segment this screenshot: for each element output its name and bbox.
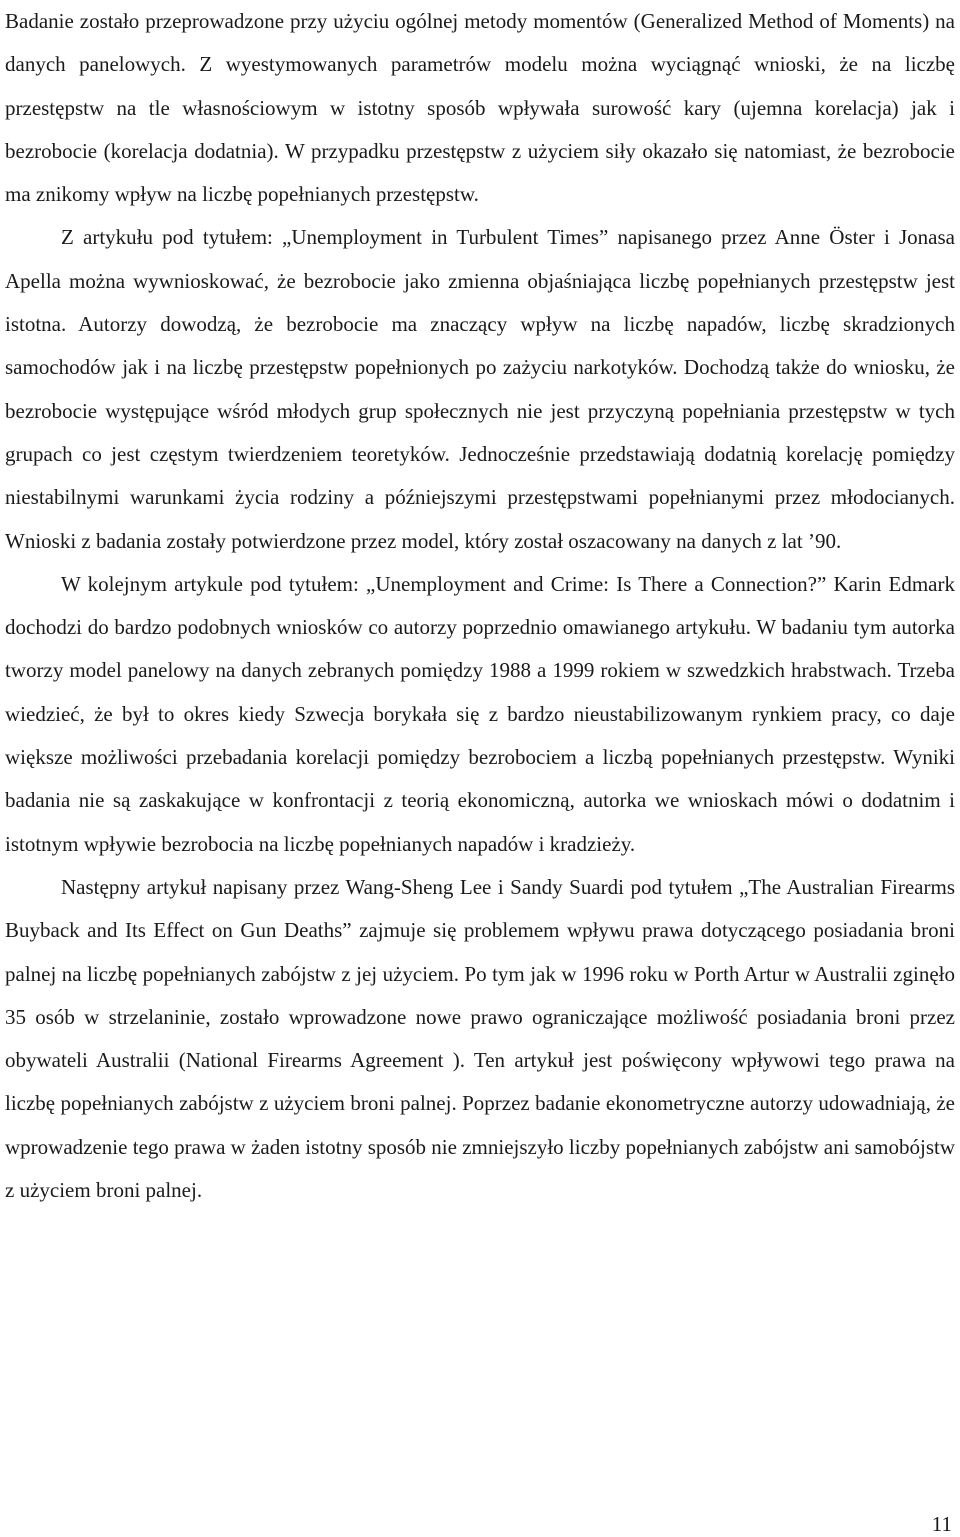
paragraph-unemployment-turbulent-times: Z artykułu pod tytułem: „Unemployment in Turbulent Times” napisanego przez Anne Öster i Jonasa Apella można wywnioskować, że bezrobocie jako zmienna objaśniająca liczbę popełnianych przestępstw jest istotna. Autorzy dowodzą, że bezrobocie ma znaczący wpływ na liczbę napadów, liczbę skradzionych samochodów jak i na liczbę przestępstw popełnionych po zażyciu narkotyków. Dochodzą także do wniosku, że bezrobocie występujące wśród młodych grup społecznych nie jest przyczyną popełniania przestępstw w tych grupach co jest częstym twierdzeniem teoretyków. Jednocześnie przedstawiają dodatnią korelację pomiędzy niestabilnymi warunkami życia rodziny a późniejszymi przestępstwami popełnianymi przez młodocianych. Wnioski z badania zostały potwierdzone przez model, który został oszacowany na danych z lat ’90.	[5, 225, 955, 553]
paragraph-firearms-buyback: Następny artykuł napisany przez Wang-Sheng Lee i Sandy Suardi pod tytułem „The Australian Firearms Buyback and Its Effect on Gun Deaths” zajmuje się problemem wpływu prawa dotyczącego posiadania broni palnej na liczbę popełnianych zabójstw z jej użyciem. Po tym jak w 1996 roku w Porth Artur w Australii zginęło 35 osób w strzelaninie, zostało wprowadzone nowe prawo ograniczające możliwość posiadania broni przez obywateli Australii (National Firearms Agreement ). Ten artykuł jest poświęcony wpływowi tego prawa na liczbę popełnianych zabójstw z użyciem broni palnej. Poprzez badanie ekonometryczne autorzy udowadniają, że wprowadzenie tego prawa w żaden istotny sposób nie zmniejszyło liczby popełnianych zabójstw ani samobójstw z użyciem broni palnej.	[5, 874, 956, 1203]
document-page	[5, 0, 955, 1212]
paragraph-gmm-study: Badanie zostało przeprowadzone przy użyciu ogólnej metody momentów (Generalized Method of Moments) na danych panelowych. Z wyestymowanych parametrów modelu można wyciągnąć wnioski, że na liczbę przestępstw na tle własnościowym w istotny sposób wpływała surowość kary (ujemna korelacja) jak i bezrobocie (korelacja dodatnia). W przypadku przestępstw z użyciem siły okazało się natomiast, że bezrobocie ma znikomy wpływ na liczbę popełnianych przestępstw.	[5, 9, 955, 207]
page-number: 11	[931, 1512, 952, 1536]
paragraph-unemployment-and-crime: W kolejnym artykule pod tytułem: „Unemployment and Crime: Is There a Connection?” Karin Edmark dochodzi do bardzo podobnych wniosków co autorzy poprzednio omawianego artykułu. W badaniu tym autorka tworzy model panelowy na danych zebranych pomiędzy 1988 a 1999 rokiem w szwedzkich hrabstwach. Trzeba wiedzieć, że był to okres kiedy Szwecja borykała się z bardzo nieustabilizowanym rynkiem pracy, co daje większe możliwości przebadania korelacji pomiędzy bezrobociem a liczbą popełnianych przestępstw. Wyniki badania nie są zaskakujące w konfrontacji z teorią ekonomiczną, autorka we wnioskach mówi o dodatnim i istotnym wpływie bezrobocia na liczbę popełnianych napadów i kradzieży.	[5, 571, 955, 856]
